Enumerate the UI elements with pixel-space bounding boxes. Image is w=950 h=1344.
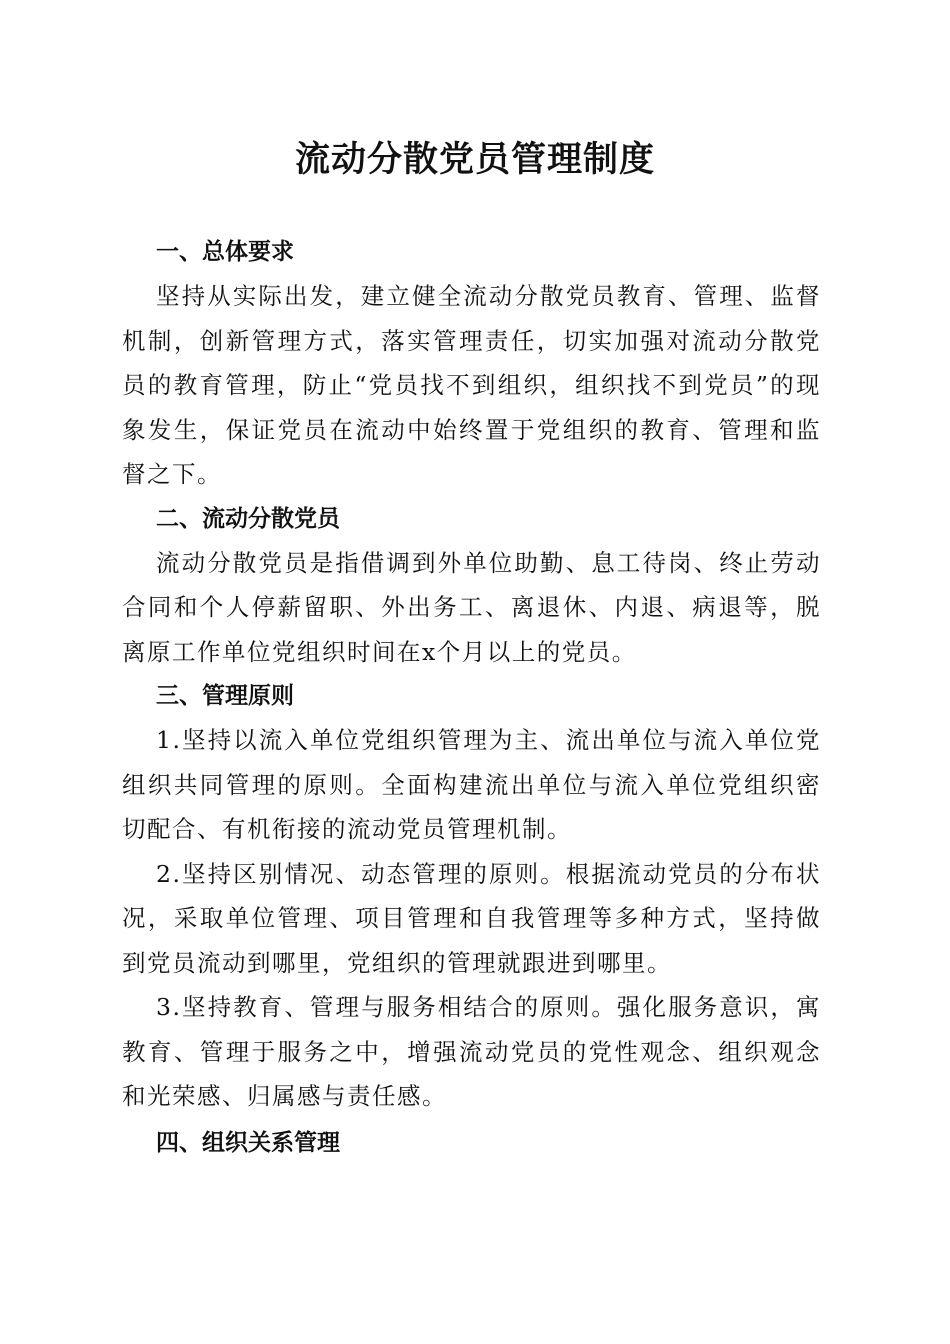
section-mobile-party-members — [122, 497, 821, 675]
section-heading: 三、管理原则 — [156, 683, 294, 709]
section-paragraph: 流动分散党员是指借调到外单位助勤、息工待岗、终止劳动合同和个人停薪留职、外出务工、离退休、内退、病退等，脱离原工作单位党组织时间在x个月以上的党员。 — [122, 548, 821, 666]
document-title: 流动分散党员管理制度 — [294, 139, 655, 180]
section-general-requirements — [122, 230, 821, 497]
document-body — [122, 230, 821, 1165]
section-paragraph: 1.坚持以流入单位党组织管理为主、流出单位与流入单位党组织共同管理的原则。全面构建流出单位与流入单位党组织密切配合、有机衔接的流动党员管理机制。 — [122, 726, 821, 843]
section-heading: 一、总体要求 — [156, 239, 294, 265]
section-organization-relations — [122, 1121, 821, 1165]
section-management-principles — [122, 674, 821, 1119]
section-paragraph: 坚持从实际出发，建立健全流动分散党员教育、管理、监督机制，创新管理方式，落实管理责任，切实加强对流动分散党员的教育管理，防止“党员找不到组织，组织找不到党员”的现象发生，保证党员在流动中始终置于党组织的教育、管理和监督之下。 — [122, 282, 821, 488]
section-paragraph: 2.坚持区别情况、动态管理的原则。根据流动党员的分布状况，采取单位管理、项目管理和自我管理等多种方式，坚持做到党员流动到哪里，党组织的管理就跟进到哪里。 — [122, 859, 821, 977]
section-heading: 四、组织关系管理 — [156, 1129, 340, 1156]
section-heading: 二、流动分散党员 — [156, 505, 340, 532]
section-paragraph: 3.坚持教育、管理与服务相结合的原则。强化服务意识，寓教育、管理于服务之中，增强流动党员的党性观念、组织观念和光荣感、归属感与责任感。 — [122, 993, 821, 1110]
